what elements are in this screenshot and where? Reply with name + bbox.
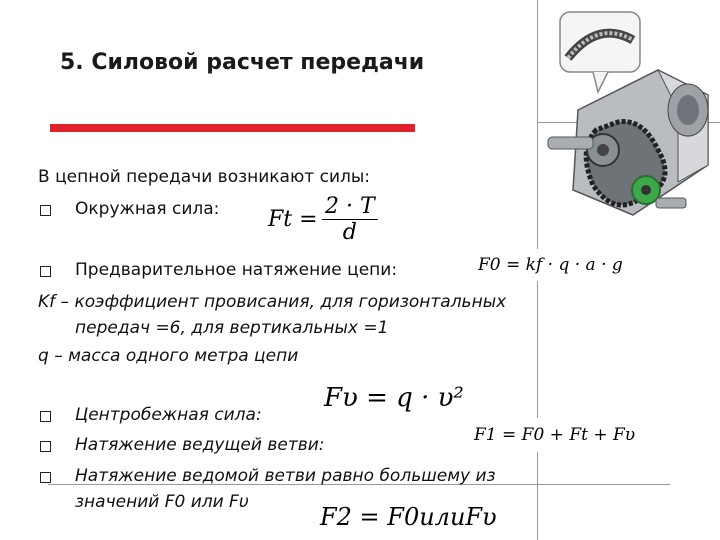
kf-description-cont: передач =6, для вертикальных =1 bbox=[75, 318, 389, 338]
formula-ft-fraction bbox=[322, 194, 378, 245]
title-accent-bar bbox=[50, 124, 415, 132]
item-circumferential-force: Окружная сила: bbox=[75, 199, 220, 219]
kf-description: Kf – коэффициент провисания, для горизонтальных bbox=[38, 292, 507, 312]
formula-ft-denominator: d bbox=[342, 220, 357, 245]
q-description: q – масса одного метра цепи bbox=[38, 346, 299, 366]
slide-title: 5. Силовой расчет передачи bbox=[60, 50, 425, 75]
intro-text: В цепной передачи возникают силы: bbox=[38, 167, 371, 187]
bullet-marker bbox=[40, 472, 51, 483]
bullet-marker bbox=[40, 266, 51, 277]
bullet-marker bbox=[40, 411, 51, 422]
item-chain-pretension: Предварительное натяжение цепи: bbox=[75, 260, 398, 280]
item-driven-branch-tension-cont: значений F0 или Fυ bbox=[75, 492, 249, 512]
formula-ft-numerator: 2 · T bbox=[322, 194, 378, 220]
chain-gearbox-illustration bbox=[538, 0, 720, 245]
item-centrifugal-force: Центробежная сила: bbox=[75, 405, 262, 425]
formula-fv: Fυ = q · υ² bbox=[318, 372, 468, 424]
formula-f1: F1 = F0 + Ft + Fυ bbox=[470, 418, 634, 452]
item-driven-branch-tension: Натяжение ведомой ветви равно большему из bbox=[75, 466, 496, 486]
formula-ft-lhs: Ft = bbox=[268, 207, 318, 232]
bullet-marker bbox=[40, 205, 51, 216]
formula-f0: F0 = kf · q · a · g bbox=[474, 249, 626, 281]
formula-f2: F2 = F0илиFυ bbox=[316, 497, 488, 537]
formula-ft bbox=[264, 192, 380, 250]
bullet-marker bbox=[40, 441, 51, 452]
item-driving-branch-tension: Натяжение ведущей ветви: bbox=[75, 435, 325, 455]
